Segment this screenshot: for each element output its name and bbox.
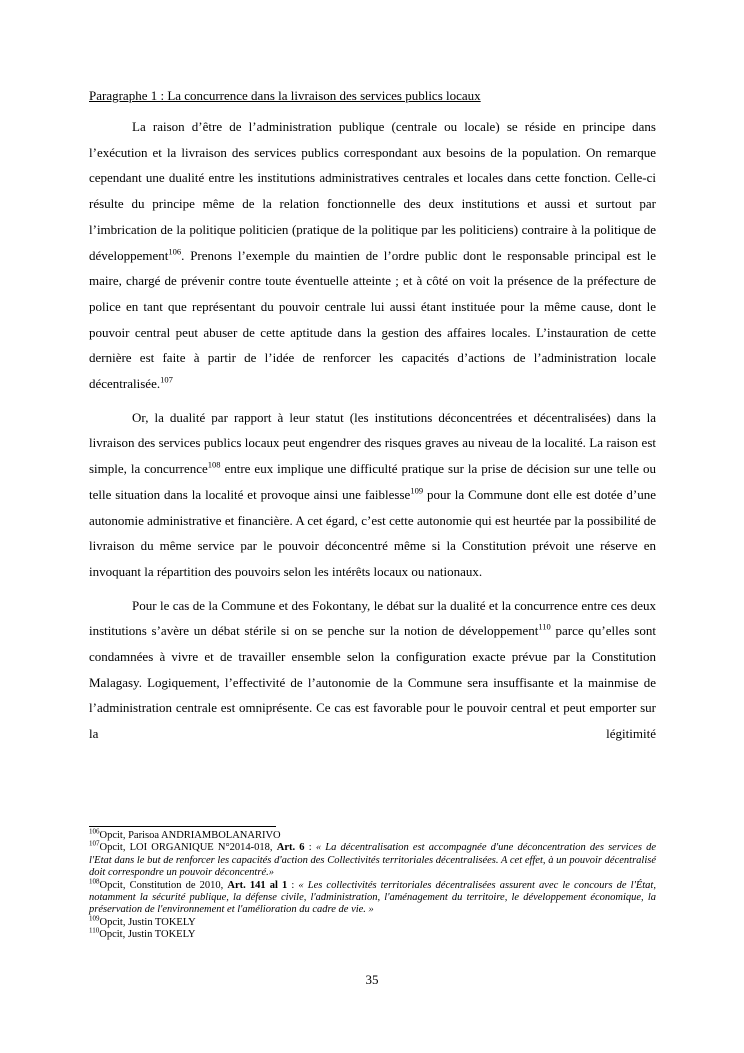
section-heading: Paragraphe 1 : La concurrence dans la livraison des services publics locaux (89, 88, 481, 103)
page-number: 35 (365, 972, 379, 987)
paragraph-1-text-b: . Prenons l’exemple du maintien de l’ordre public dont le responsable principal est le maire, chargé de prévenir contre toute éventuelle atteinte ; et à côté on voit la présence de la préfecture de police en tant que représentant du pouvoir centrale lui aussi étant instituée pour la même cause, dont le pouvoir central peut abuser de cette aptitude dans la gestion des affaires locales. L’instauration de cette dernière est faite à partir de l’idée de renforcer les capacités d’actions de l’administration locale décentralisée. (89, 247, 656, 392)
footnote-107 (89, 839, 656, 879)
footnote-108 (89, 877, 656, 917)
paragraph-2-text-a: Or, la dualité par rapport à leur statut (les institutions déconcentrées et décentralisées) dans la livraison des services publics locaux peut engendrer des risques graves au niveau de la localité. La raison est simple, la concurrence (89, 409, 656, 477)
footnote-ref-107[interactable]: 107 (160, 374, 173, 385)
footnote-text: Opcit, Parisoa ANDRIAMBOLANARIVO (99, 830, 281, 841)
footnote-ref-108[interactable]: 108 (207, 459, 221, 470)
footnote-number: 107 (89, 839, 100, 848)
footnote-article: Art. 141 al 1 (227, 879, 288, 891)
footnote-110 (89, 926, 656, 941)
paragraph-3-text-a: Pour le cas de la Commune et des Fokontany, le débat sur la dualité et la concurrence entre ces deux institutions s’avère un débat stérile si on se penche sur la notion de développement (89, 597, 656, 639)
footnote-106 (89, 827, 656, 842)
footnote-ref-109[interactable]: 109 (410, 485, 424, 496)
footnote-quote: « Les collectivités territoriales décentralisées assurent avec le concours de l'État, notamment la sécurité publique, la défense civile, l'administration, l'aménagement du territoire, le développement économique, la préservation de l'environnement et l'amélioration du cadre de vie. » (89, 879, 656, 916)
footnote-text: Opcit, LOI ORGANIQUE N°2014-018, (99, 842, 277, 854)
footnote-text: Opcit, Justin TOKELY (99, 929, 196, 941)
paragraph-2 (89, 405, 656, 585)
footnote-number: 108 (89, 877, 100, 886)
footnote-article: Art. 6 (276, 842, 305, 854)
footnote-text: Opcit, Constitution de 2010, (99, 879, 228, 891)
footnote-ref-106[interactable]: 106 (168, 246, 182, 257)
footnote-number: 106 (89, 827, 100, 836)
body-text (89, 114, 656, 747)
paragraph-1 (89, 114, 656, 397)
paragraph-3 (89, 593, 656, 747)
footnote-separator-text: : (287, 879, 299, 891)
footnote-number: 109 (89, 914, 100, 923)
paragraph-3-text-b: parce qu’elles sont condamnées à vivre et de travailler ensemble selon la configuration exacte prévue par la Constitution Malagasy. Logiquement, l’effectivité de l’autonomie de la Commune sera insuffisante et la mainmise de l’administration centrale est omniprésente. Ce cas est favorable pour le pouvoir central et peut emporter sur la légitimité (89, 623, 656, 742)
footnote-ref-110[interactable]: 110 (538, 622, 551, 633)
footnotes (89, 827, 656, 942)
footnote-text: Opcit, Justin TOKELY (99, 916, 196, 928)
paragraph-2-text-b: entre eux implique une difficulté pratique sur la prise de décision sur une telle ou telle situation dans la localité et provoque ainsi une faiblesse (89, 461, 656, 502)
footnote-separator (89, 826, 276, 827)
paragraph-1-text-a: La raison d’être de l’administration publique (centrale ou locale) se réside en principe dans l’exécution et la livraison des services publics correspondant aux besoins de la population. On remarque cependant une dualité entre les institutions administratives centrales et locales dans cette fonction. Celle-ci résulte du principe même de la relation fonctionnelle des deux institutions et aussi et surtout par l’imbrication de la politique politicien (pratique de la politique par les politiciens) contraire à la politique de développement (89, 119, 656, 263)
paragraph-2-text-c: pour la Commune dont elle est dotée d’une autonomie administrative et financière. A cet égard, c’est cette autonomie qui est heurtée par la possibilité de livraison du même service par le pouvoir déconcentré même si la Constitution prévoit une réserve en invoquant la répartition des pouvoirs selon les intérêts locaux ou nationaux. (89, 486, 656, 579)
footnote-109 (89, 914, 656, 929)
footnote-separator-text: : (304, 842, 316, 854)
footnote-number: 110 (89, 926, 100, 935)
footnote-quote: « La décentralisation est accompagnée d'une déconcentration des services de l'Etat dans le but de renforcer les capacités d'action des Collectivités territoriales décentralisées. A cet effet, à un pouvoir décentralisé doit correspondre un pouvoir déconcentré.» (89, 842, 656, 879)
